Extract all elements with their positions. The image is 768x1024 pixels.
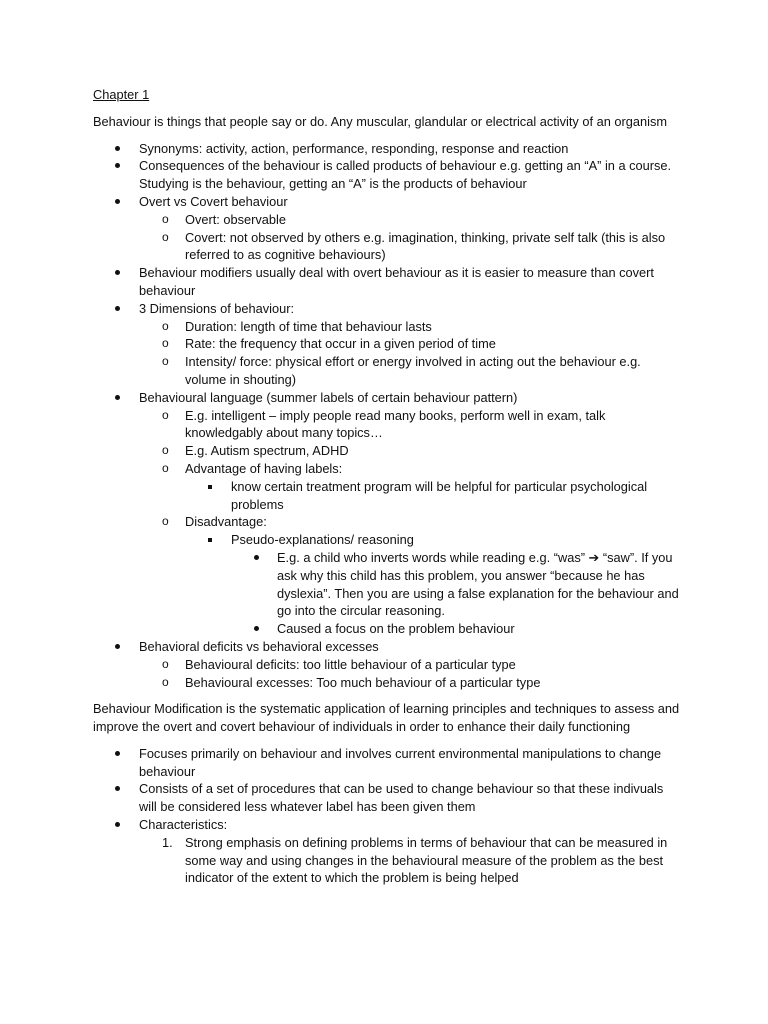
list-item	[139, 229, 683, 265]
circle-o-icon: o	[162, 674, 169, 689]
bullet-list-bm	[93, 745, 683, 887]
circle-o-icon: o	[162, 514, 169, 529]
bullet-disc-icon	[115, 199, 120, 204]
list-item-text: Behavioral deficits vs behavioral excesses	[139, 638, 379, 654]
list-item-text: E.g. intelligent – imply people read many books, perform well in exam, talk knowledgably about many topics…	[185, 407, 606, 441]
list-item	[139, 407, 683, 443]
list-item	[139, 318, 683, 336]
list-item	[139, 460, 683, 513]
sub-list	[139, 407, 683, 638]
list-item-text: Characteristics:	[139, 817, 228, 833]
list-item-text: Strong emphasis on defining problems in terms of behaviour that can be measured in some way and using changes in the behavioural measure of the problem as the best indicator of the extent to which the problem is being helped	[185, 834, 668, 886]
bullet-disc-icon	[115, 644, 120, 649]
circle-o-icon: o	[162, 229, 169, 244]
sub-sub-list	[185, 478, 683, 514]
circle-o-icon: o	[162, 354, 169, 369]
list-item-text: “saw”. If you ask why this child has this problem, you answer “because he has dyslexia”. Then you are using a false explanation for the behaviour and go into the circular reasoning.	[277, 549, 679, 619]
list-item-text: E.g. a child who inverts words while reading e.g. “was”	[277, 549, 585, 565]
list-item-text: Consequences of the behaviour is called products of behaviour e.g. getting an “A” in a course. Studying is the behaviour, getting an “A” is the products of behaviour	[139, 158, 672, 192]
bullet-disc-icon	[115, 786, 120, 791]
list-item-text: Advantage of having labels:	[185, 460, 343, 476]
list-item	[93, 193, 683, 264]
list-item-text: Caused a focus on the problem behaviour	[277, 621, 515, 637]
intro-paragraph: Behaviour is things that people say or do. Any muscular, glandular or electrical activity of an organism	[93, 113, 668, 129]
list-item	[139, 442, 683, 460]
list-item-text: Overt: observable	[185, 211, 287, 227]
numbered-list	[139, 834, 683, 887]
list-item-text: Pseudo-explanations/ reasoning	[231, 532, 414, 548]
sub-list	[139, 211, 683, 264]
bullet-disc-icon	[254, 555, 259, 560]
list-item	[139, 834, 683, 887]
list-item	[185, 531, 683, 638]
sub-sub-list	[185, 531, 683, 638]
list-item	[93, 389, 683, 638]
list-item	[139, 211, 683, 229]
list-item	[93, 816, 683, 887]
list-item	[93, 300, 683, 389]
circle-o-icon: o	[162, 336, 169, 351]
list-item	[139, 353, 683, 389]
bullet-disc-icon	[115, 163, 120, 168]
list-number: 1.	[162, 834, 173, 850]
bullet-disc-icon	[115, 822, 120, 827]
sub-list	[139, 318, 683, 389]
list-item	[139, 656, 683, 674]
list-item-text: Disadvantage:	[185, 514, 267, 530]
list-item-text: Consists of a set of procedures that can be used to change behaviour so that these indivuals will be considered less whatever label has been given them	[139, 781, 664, 815]
right-arrow-icon: ➔	[588, 549, 600, 565]
document-page	[93, 86, 683, 896]
circle-o-icon: o	[162, 443, 169, 458]
list-item-text: know certain treatment program will be helpful for particular psychological problems	[231, 478, 648, 512]
list-item-text: Behaviour modifiers usually deal with overt behaviour as it is easier to measure than covert behaviour	[139, 265, 654, 298]
list-item-text: Behavioural excesses: Too much behaviour of a particular type	[185, 674, 541, 690]
list-item	[139, 674, 683, 692]
bullet-disc-icon	[115, 395, 120, 400]
circle-o-icon: o	[162, 211, 169, 226]
list-item	[231, 549, 683, 620]
circle-o-icon: o	[162, 407, 169, 422]
level4-list	[231, 549, 683, 638]
sub-list	[139, 656, 683, 692]
list-item-text: E.g. Autism spectrum, ADHD	[185, 443, 349, 459]
list-item	[93, 157, 683, 193]
list-item	[93, 638, 683, 691]
circle-o-icon: o	[162, 318, 169, 333]
list-item-text: Behavioural language (summer labels of certain behaviour pattern)	[139, 389, 518, 405]
list-item-text: Covert: not observed by others e.g. imagination, thinking, private self talk (this is also referred to as cognitive behaviours)	[185, 229, 666, 263]
list-item-text: Behavioural deficits: too little behaviour of a particular type	[185, 656, 516, 672]
bullet-disc-icon	[254, 626, 259, 631]
bullet-disc-icon	[115, 306, 120, 311]
list-item	[231, 620, 683, 638]
bullet-disc-icon	[115, 146, 120, 151]
list-item-text: 3 Dimensions of behaviour:	[139, 300, 295, 316]
list-item	[93, 140, 683, 158]
bullet-disc-icon	[115, 751, 120, 756]
bullet-list-main	[93, 140, 683, 692]
chapter-heading: Chapter 1	[93, 87, 150, 102]
list-item	[185, 478, 683, 514]
list-item	[139, 513, 683, 638]
circle-o-icon: o	[162, 656, 169, 671]
list-item	[139, 335, 683, 353]
list-item-text: Focuses primarily on behaviour and involves current environmental manipulations to change behaviour	[139, 745, 662, 779]
list-item	[93, 264, 683, 300]
list-item-text: Overt vs Covert behaviour	[139, 193, 288, 209]
list-item-text: Synonyms: activity, action, performance, responding, response and reaction	[139, 140, 569, 156]
square-icon	[208, 485, 212, 489]
list-item	[93, 745, 683, 781]
list-item-text: Intensity/ force: physical effort or energy involved in acting out the behaviour e.g. volume in shouting)	[185, 354, 641, 387]
circle-o-icon: o	[162, 460, 169, 475]
square-icon	[208, 538, 212, 542]
bm-definition-paragraph: Behaviour Modification is the systematic application of learning principles and techniques to assess and improve the overt and covert behaviour of individuals in order to enhance their daily functioning	[93, 701, 680, 735]
list-item	[93, 780, 683, 816]
bullet-disc-icon	[115, 270, 120, 275]
list-item-text: Rate: the frequency that occur in a given period of time	[185, 336, 496, 352]
list-item-text: Duration: length of time that behaviour lasts	[185, 318, 432, 334]
